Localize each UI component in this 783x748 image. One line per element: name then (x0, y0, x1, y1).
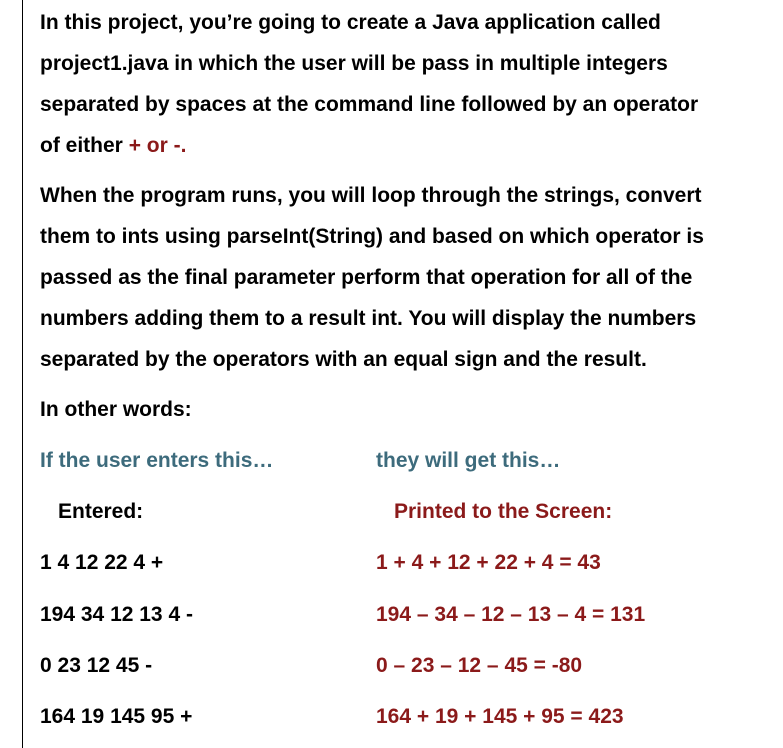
example-printed: 0 – 23 – 12 – 45 = -80 (376, 654, 583, 677)
intro-paragraph (40, 2, 780, 166)
program-line-1: When the program runs, you will loop through the strings, convert (40, 184, 702, 207)
intro-line-4 (40, 125, 780, 166)
program-line-2: them to ints using parseInt(String) and based on which operator is (40, 225, 704, 248)
example-entered: 164 19 145 95 + (40, 705, 193, 728)
example-printed: 1 + 4 + 12 + 22 + 4 = 43 (376, 551, 601, 574)
intro-line-4-suffix: . (180, 134, 187, 157)
operator-options: + or - (128, 134, 181, 157)
program-line-4: numbers adding them to a result int. You will display the numbers (40, 307, 697, 330)
example-printed: 194 – 34 – 12 – 13 – 4 = 131 (376, 603, 646, 626)
program-line-3: passed as the final parameter perform that operation for all of the (40, 266, 693, 289)
example-printed: 164 + 19 + 145 + 95 = 423 (376, 705, 624, 728)
example-entered: 0 23 12 45 - (40, 654, 153, 677)
in-other-words: In other words: (40, 398, 192, 421)
header-entered: Entered: (58, 500, 144, 523)
example-entered: 1 4 12 22 4 + (40, 551, 164, 574)
header-printed: Printed to the Screen: (394, 500, 613, 523)
caption-left: If the user enters this… (40, 449, 274, 472)
intro-line-2: project1.java in which the user will be pass in multiple integers (40, 52, 668, 75)
intro-line-1: In this project, you’re going to create a Java application called (40, 11, 661, 34)
intro-line-3: separated by spaces at the command line followed by an operator (40, 93, 699, 116)
program-line-5: separated by the operators with an equal sign and the result. (40, 348, 647, 371)
intro-line-4-prefix: of either (40, 134, 129, 157)
caption-right: they will get this… (376, 449, 561, 472)
example-entered: 194 34 12 13 4 - (40, 603, 193, 626)
program-paragraph (40, 175, 780, 380)
